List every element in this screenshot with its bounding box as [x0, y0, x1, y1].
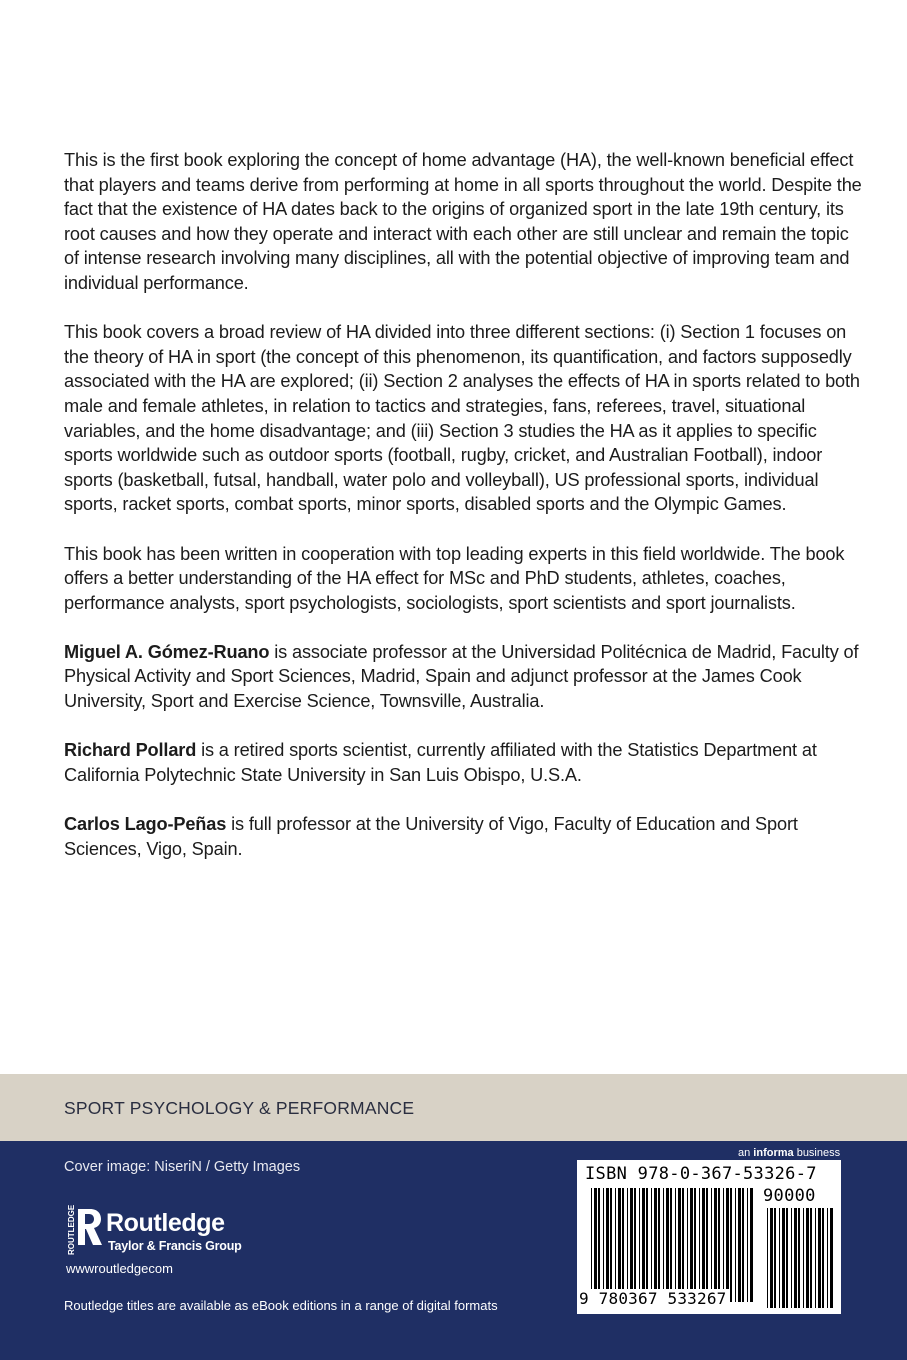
barcode-bar: [750, 1188, 753, 1302]
publisher-website: wwwroutledgecom: [66, 1261, 173, 1276]
barcode-bar: [699, 1188, 700, 1302]
price-code: 90000: [763, 1186, 816, 1206]
isbn-label: ISBN 978-0-367-53326-7: [585, 1164, 817, 1184]
barcode-bar: [690, 1188, 693, 1302]
barcode-bar: [594, 1188, 597, 1302]
barcode-bar: [658, 1188, 660, 1302]
barcode-bar: [714, 1188, 717, 1302]
barcode-bar: [782, 1208, 785, 1308]
barcode-bar: [786, 1208, 788, 1308]
author-bio-text: is a retired sports scientist, currently affiliated with the Statistics Department at California Polytechnic State University in San Luis Obispo, U.S.A.: [64, 740, 817, 785]
barcode-bar: [651, 1188, 652, 1302]
author-name: Carlos Lago-Peñas: [64, 814, 227, 835]
publisher-name: Routledge: [106, 1209, 225, 1237]
barcode-bar: [622, 1188, 624, 1302]
barcode-bar: [723, 1188, 724, 1302]
author-bio-text: is associate professor at the Universidad Politécnica de Madrid, Faculty of Physical Activity and Sport Sciences, Madrid, Spain and adjunct professor at the James Cook University, Sport and Exercise Science, Townsville, Australia.: [64, 641, 859, 712]
routledge-logo: [64, 1205, 264, 1257]
barcode-bar: [822, 1208, 824, 1308]
routledge-r-icon: [64, 1205, 104, 1257]
author-bio-2: [64, 738, 864, 787]
author-name: Miguel A. Gómez-Ruano: [64, 641, 270, 662]
barcode-bar: [794, 1208, 797, 1308]
barcode-bar: [598, 1188, 600, 1302]
barcode-bar: [666, 1188, 669, 1302]
barcode-bar: [718, 1188, 720, 1302]
cover-image-credit: Cover image: NiseriN / Getty Images: [64, 1159, 301, 1175]
back-cover-text: [64, 148, 864, 861]
barcode-bar: [642, 1188, 645, 1302]
barcode-bar: [827, 1208, 828, 1308]
barcode-bar: [663, 1188, 664, 1302]
isbn-barcode: [577, 1160, 841, 1314]
barcode-bar: [830, 1208, 833, 1308]
author-bio-3: [64, 812, 864, 861]
description-paragraph-2: This book covers a broad review of HA divided into three different sections: (i) Section 1 focuses on the theory of HA in sport (the concept of this phenomenon, its quantification, and factors supposedly associated with the HA are explored; (ii) Section 2 analyses the effects of HA in sports related to both male and female athletes, in relation to tactics and strategies, fans, referees, travel, situational variables, and the home disadvantage; and (iii) Section 3 studies the HA as it applies to specific sports worldwide such as outdoor sports (football, rugby, cricket, and Australian Football), indoor sports (basketball, futsal, handball, water polo and volleyball), US professional sports, individual sports, racket sports, combat sports, minor sports, disabled sports and the Olympic Games.: [64, 322, 860, 515]
barcode-bar: [770, 1208, 773, 1308]
publisher-footer: [0, 1141, 907, 1360]
barcode-bar: [815, 1208, 816, 1308]
informa-tagline: [738, 1147, 840, 1159]
ean-digits: 9 780367 533267: [579, 1289, 727, 1308]
barcode-bar: [706, 1188, 708, 1302]
barcode-bar: [779, 1208, 780, 1308]
barcode-bar: [591, 1188, 592, 1302]
barcode-bar: [810, 1208, 812, 1308]
barcode-bar: [767, 1208, 768, 1308]
informa-suffix: business: [793, 1147, 841, 1159]
author-bio-text: is full professor at the University of Vigo, Faculty of Education and Sport Sciences, Vigo, Spain.: [64, 814, 798, 859]
barcode-bar: [670, 1188, 672, 1302]
description-paragraph-3: This book has been written in cooperation with top leading experts in this field worldwide. The book offers a better understanding of the HA effect for MSc and PhD students, athletes, coaches, performance analysts, sport psychologists, sociologists, sport scientists and sport journalists.: [64, 543, 845, 613]
barcode-bar: [742, 1188, 744, 1302]
barcode-bar: [735, 1188, 736, 1302]
barcode-bar: [646, 1188, 648, 1302]
barcode-bar: [606, 1188, 609, 1302]
barcode-bar: [726, 1188, 729, 1302]
barcode-bar: [774, 1208, 776, 1308]
svg-text:ROUTLEDGE: ROUTLEDGE: [67, 1205, 76, 1255]
barcode-bar: [818, 1208, 821, 1308]
barcode-bar: [675, 1188, 676, 1302]
barcode-bar: [654, 1188, 657, 1302]
barcode-bar: [694, 1188, 696, 1302]
barcode-bar: [738, 1188, 741, 1302]
barcode-bar: [711, 1188, 712, 1302]
barcode-bar: [627, 1188, 628, 1302]
description-paragraph-1: This is the first book exploring the concept of home advantage (HA), the well-known beneficial effect that players and teams derive from performing at home in all sports throughout the world. Despite the fact that the existence of HA dates back to the origins of organized sport in the late 19th century, its root causes and how they operate and interact with each other are still unclear and remain the topic of intense research involving many disciplines, all with the potential objective of improving team and individual performance.: [64, 150, 862, 293]
author-name: Richard Pollard: [64, 740, 197, 761]
barcode-bar: [702, 1188, 705, 1302]
barcode-bar: [603, 1188, 604, 1302]
barcode-bar: [791, 1208, 792, 1308]
publisher-group: Taylor & Francis Group: [108, 1239, 242, 1253]
barcode-bar: [630, 1188, 633, 1302]
barcode-bar: [634, 1188, 636, 1302]
subject-category: SPORT PSYCHOLOGY & PERFORMANCE: [64, 1098, 415, 1118]
barcode-bar: [615, 1188, 616, 1302]
barcode-bar: [678, 1188, 681, 1302]
subject-band: [0, 1074, 907, 1141]
ebook-availability-note: Routledge titles are available as eBook editions in a range of digital formats: [64, 1298, 498, 1313]
informa-word: informa: [753, 1147, 794, 1159]
barcode-bar: [682, 1188, 684, 1302]
barcode-bar: [618, 1188, 621, 1302]
barcode-bar: [803, 1208, 804, 1308]
barcode-bar: [639, 1188, 640, 1302]
author-bio-1: [64, 640, 864, 714]
barcode-bar: [730, 1188, 732, 1302]
informa-prefix: an: [738, 1147, 754, 1159]
barcode-bar: [798, 1208, 800, 1308]
barcode-bar: [747, 1188, 748, 1302]
barcode-bar: [806, 1208, 809, 1308]
barcode-bar: [610, 1188, 612, 1302]
barcode-bar: [687, 1188, 688, 1302]
